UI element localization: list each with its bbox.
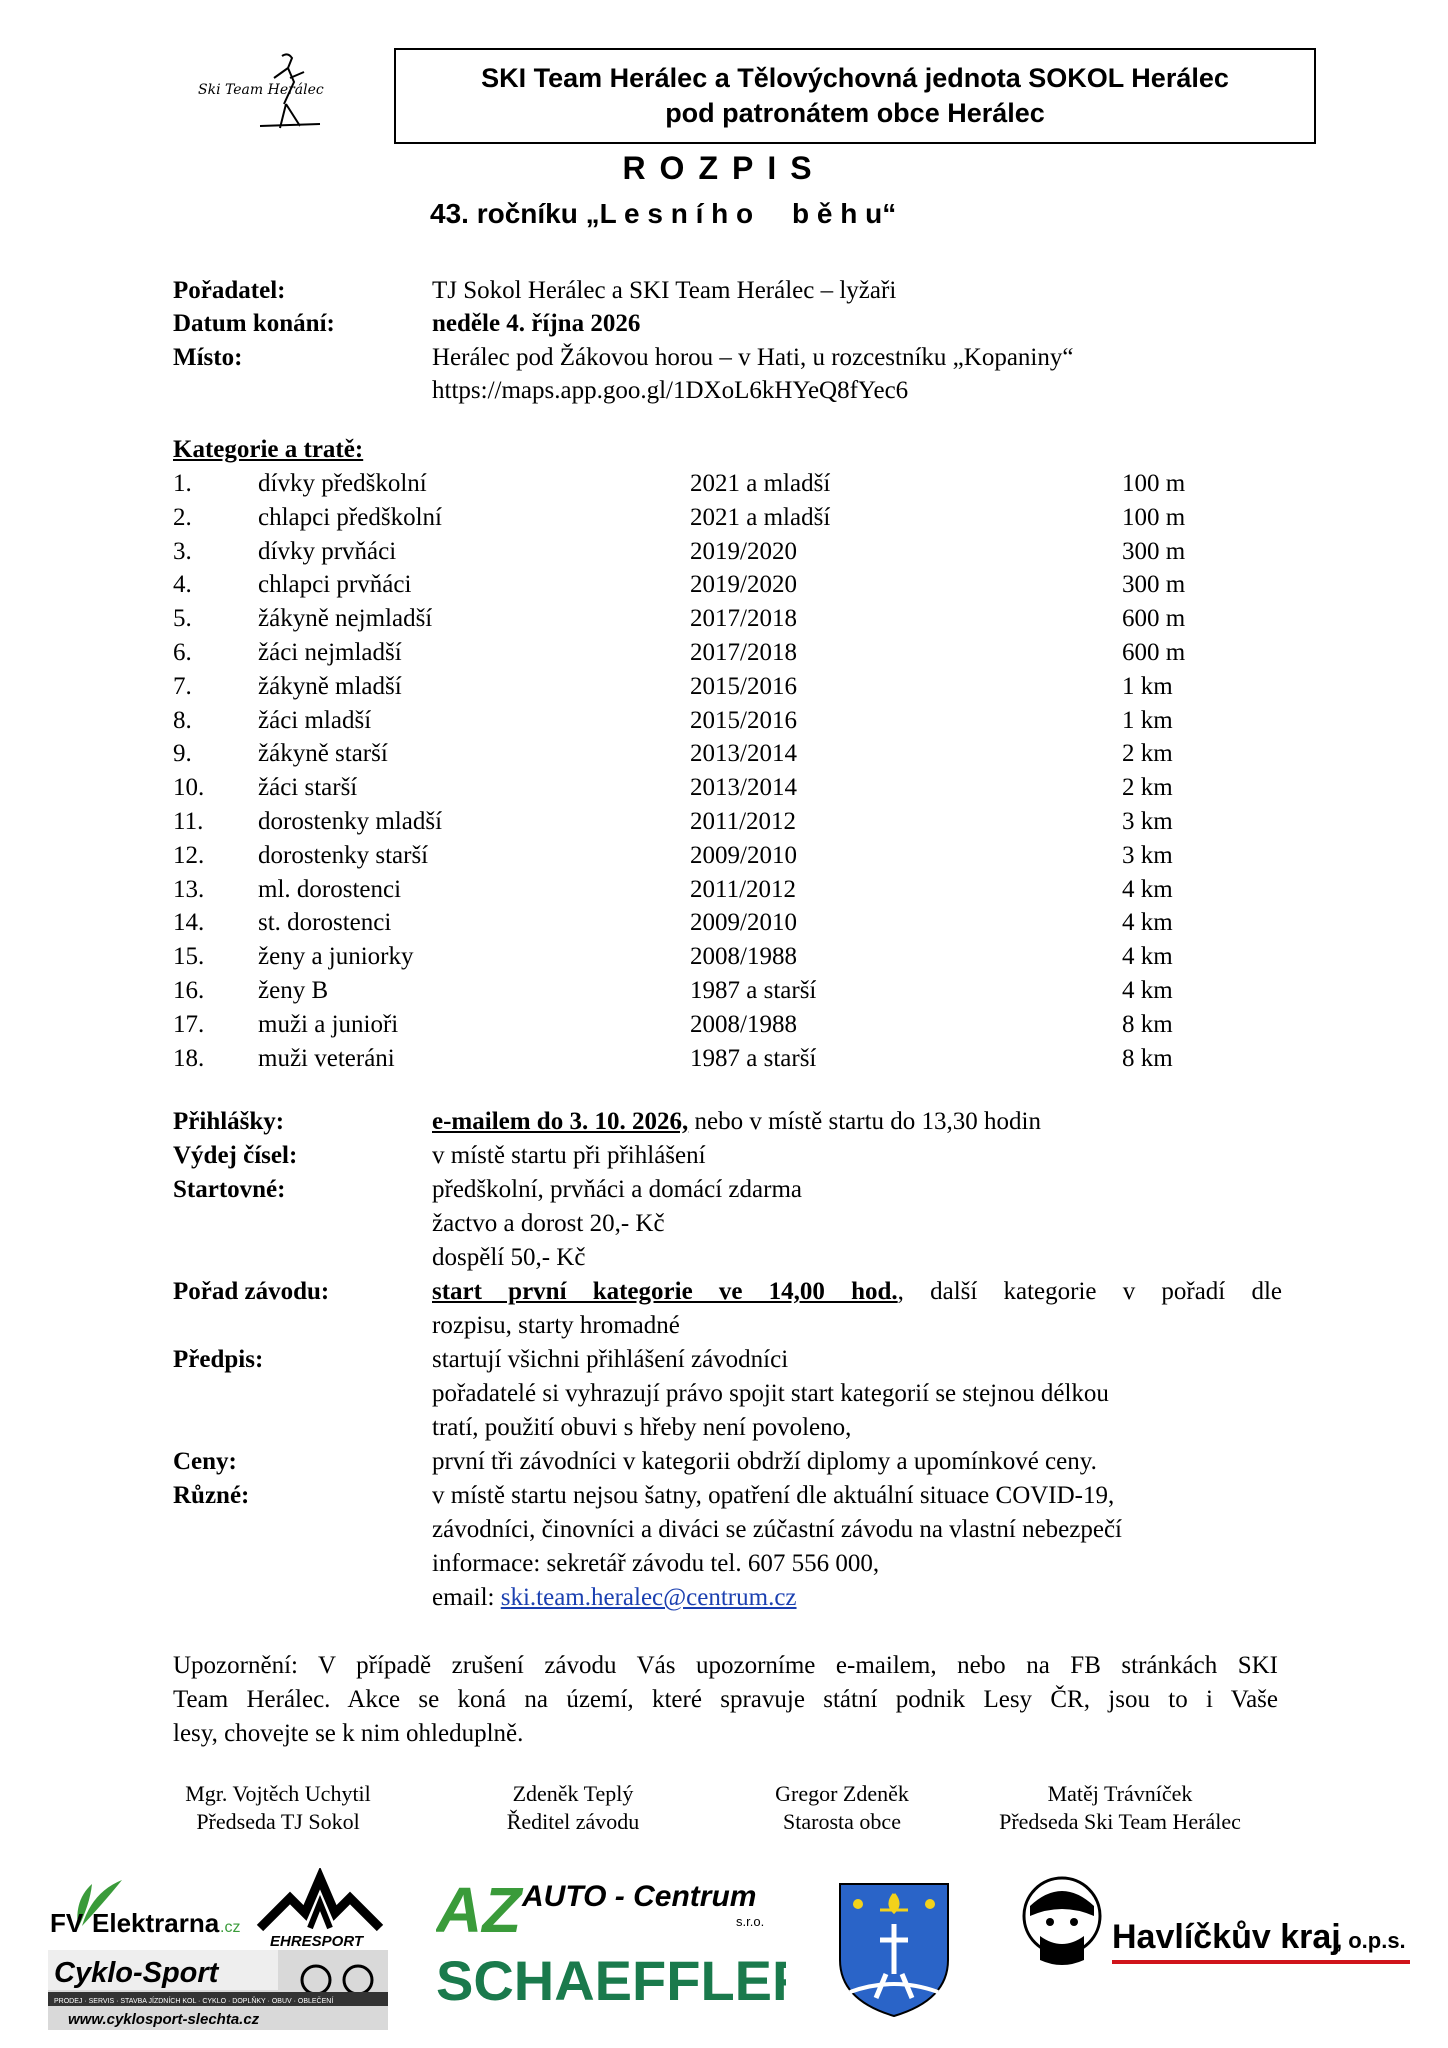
- category-number: 13.: [173, 875, 205, 903]
- category-year: 2019/2020: [690, 571, 797, 599]
- category-year: 2013/2014: [690, 740, 797, 768]
- category-year: 2015/2016: [690, 706, 797, 734]
- signature-race-director: [443, 1780, 703, 1836]
- category-row: [173, 940, 1293, 974]
- category-name: chlapci předškolní: [258, 503, 442, 531]
- category-year: 2019/2020: [690, 537, 797, 565]
- fee-label: Startovné:: [173, 1176, 286, 1203]
- signature-name: Matěj Trávníček: [1047, 1781, 1193, 1806]
- category-row: [173, 737, 1293, 771]
- category-number: 14.: [173, 909, 205, 937]
- category-name: žáci nejmladší: [258, 639, 402, 666]
- category-year: 1987 a starší: [690, 977, 817, 1004]
- category-row: [173, 771, 1293, 805]
- category-length: 300 m: [1122, 571, 1186, 599]
- misc-line-1: v místě startu nejsou šatny, opatření dle aktuální situace COVID-19,: [432, 1482, 1115, 1509]
- order-rest: , další kategorie v pořadí dle: [897, 1278, 1282, 1305]
- category-name: dorostenky starší: [258, 841, 429, 869]
- category-year: 2017/2018: [690, 605, 797, 633]
- category-number: 12.: [173, 841, 205, 869]
- category-year: 2021 a mladší: [690, 470, 831, 497]
- category-row: [173, 906, 1293, 940]
- category-length: 8 km: [1122, 1044, 1173, 1072]
- header-box: [394, 48, 1316, 144]
- signature-role: Ředitel závodu: [506, 1809, 640, 1834]
- category-year: 2013/2014: [690, 774, 797, 802]
- misc-label: Různé:: [173, 1482, 250, 1509]
- ehresport-logo: [250, 1868, 390, 1948]
- category-name: muži veteráni: [258, 1044, 395, 1072]
- category-year: 2009/2010: [690, 909, 797, 937]
- logo-text: Ski Team Herálec: [198, 82, 324, 98]
- email-prefix: email:: [432, 1584, 501, 1611]
- category-row: [173, 501, 1293, 535]
- notice-line-3: lesy, chovejte se k nim ohleduplně.: [173, 1720, 524, 1747]
- category-number: 10.: [173, 774, 205, 802]
- registration-deadline: e-mailem do 3. 10. 2026,: [432, 1108, 689, 1135]
- rules-line-2: pořadatelé si vyhrazují právo spojit start kategorií se stejnou délkou: [432, 1380, 1109, 1407]
- date-label: Datum konání:: [173, 310, 335, 337]
- ehresport-text: EHRESPORT: [270, 1933, 364, 1948]
- category-number: 15.: [173, 943, 205, 971]
- signature-role: Starosta obce: [783, 1809, 901, 1834]
- registration-rest: nebo v místě startu do 13,30 hodin: [688, 1108, 1041, 1135]
- category-name: žáci starší: [258, 774, 358, 802]
- category-length: 300 m: [1122, 537, 1186, 565]
- category-number: 5.: [173, 605, 192, 633]
- category-row: [173, 535, 1293, 569]
- prizes-value: první tři závodníci v kategorii obdrží diplomy a upomínkové ceny.: [432, 1448, 1097, 1475]
- category-number: 1.: [173, 470, 192, 497]
- category-row: [173, 568, 1293, 602]
- category-name: muži a junioři: [258, 1010, 399, 1038]
- category-length: 2 km: [1122, 774, 1173, 802]
- category-length: 100 m: [1122, 470, 1186, 497]
- category-year: 2011/2012: [690, 808, 797, 835]
- category-length: 2 km: [1122, 740, 1173, 768]
- ops-text: , o.p.s.: [1336, 1928, 1406, 1953]
- category-row: [173, 873, 1293, 907]
- auto-centrum-text: AUTO - Centrum: [522, 1880, 757, 1913]
- order-label: Pořad závodu:: [173, 1278, 330, 1305]
- rules-label: Předpis:: [173, 1346, 264, 1373]
- header-line-1: SKI Team Herálec a Tělovýchovná jednota SOKOL Herálec: [481, 63, 1229, 93]
- prizes-label: Ceny:: [173, 1448, 237, 1475]
- signature-name: Mgr. Vojtěch Uchytil: [185, 1781, 371, 1806]
- fee-line-2: žactvo a dorost 20,- Kč: [432, 1210, 665, 1237]
- cyklo-sport-text: Cyklo-Sport: [54, 1957, 219, 1989]
- place-value: Herálec pod Žákovou horou – v Hati, u rozcestníku „Kopaniny“: [432, 344, 1074, 371]
- category-row: [173, 1008, 1293, 1042]
- sro-text: s.r.o.: [736, 1914, 765, 1929]
- category-length: 600 m: [1122, 639, 1186, 666]
- category-name: žáci mladší: [258, 706, 372, 734]
- category-number: 16.: [173, 977, 205, 1004]
- contact-email-link[interactable]: ski.team.heralec@centrum.cz: [500, 1584, 797, 1611]
- category-name: dorostenky mladší: [258, 808, 443, 835]
- havlickuv-kraj-logo: [1000, 1870, 1420, 1990]
- document-subtitle: 43. ročníku „L e s n í h o b ě h u“: [430, 198, 897, 229]
- category-number: 17.: [173, 1010, 205, 1038]
- organizer-value: TJ Sokol Herálec a SKI Team Herálec – lyžaři: [432, 277, 897, 304]
- category-number: 6.: [173, 639, 192, 666]
- category-number: 9.: [173, 740, 192, 768]
- category-year: 2008/1988: [690, 943, 797, 971]
- az-auto-centrum-logo: [436, 1870, 786, 2010]
- cyklo-web-text: www.cyklosport-slechta.cz: [68, 2011, 260, 2028]
- category-name: chlapci prvňáci: [258, 571, 412, 599]
- category-year: 2015/2016: [690, 672, 797, 700]
- cyklo-sport-logo: [48, 1950, 388, 2030]
- category-name: ženy B: [258, 977, 329, 1004]
- category-length: 3 km: [1122, 841, 1173, 869]
- signature-chairman: [148, 1780, 408, 1836]
- category-length: 1 km: [1122, 672, 1173, 700]
- category-length: 600 m: [1122, 605, 1186, 633]
- signature-mayor: [712, 1780, 972, 1836]
- category-number: 18.: [173, 1044, 205, 1072]
- havlickuv-kraj-text: Havlíčkův kraj: [1112, 1918, 1341, 1956]
- numbers-value: v místě startu při přihlášení: [432, 1142, 706, 1169]
- category-row: [173, 839, 1293, 873]
- order-line-2: rozpisu, starty hromadné: [432, 1312, 680, 1339]
- organizer-label: Pořadatel:: [173, 277, 286, 304]
- category-year: 2008/1988: [690, 1010, 797, 1038]
- signature-role: Předseda Ski Team Herálec: [999, 1809, 1241, 1834]
- category-row: [173, 974, 1293, 1008]
- category-length: 4 km: [1122, 977, 1173, 1004]
- cyklo-strip-text: PRODEJ · SERVIS · STAVBA JÍZDNÍCH KOL · CYKLO · DOPLŇKY · OBUV · OBLEČENÍ: [54, 1998, 334, 2005]
- category-year: 2009/2010: [690, 841, 797, 869]
- signature-name: Zdeněk Teplý: [512, 1781, 634, 1806]
- category-length: 3 km: [1122, 808, 1173, 835]
- category-name: žákyně nejmladší: [258, 605, 433, 633]
- rules-line-1: startují všichni přihlášení závodníci: [432, 1346, 789, 1373]
- registration-value: [432, 1105, 1041, 1139]
- category-number: 2.: [173, 503, 192, 531]
- schaeffler-text: SCHAEFFLER: [436, 1949, 786, 2010]
- category-name: ženy a juniorky: [258, 943, 414, 971]
- category-row: [173, 704, 1293, 738]
- elektrarna-text: Elektrarna: [92, 1908, 220, 1938]
- category-name: ml. dorostenci: [258, 875, 402, 903]
- signature-role: Předseda TJ Sokol: [196, 1809, 360, 1834]
- category-length: 8 km: [1122, 1010, 1173, 1038]
- category-row: [173, 602, 1293, 636]
- signature-name: Gregor Zdeněk: [775, 1781, 909, 1806]
- heralec-coat-of-arms: [836, 1880, 952, 2020]
- category-name: žákyně mladší: [258, 672, 402, 700]
- category-length: 4 km: [1122, 875, 1173, 903]
- misc-line-2: závodníci, činovníci a diváci se zúčastní závodu na vlastní nebezpečí: [432, 1516, 1123, 1543]
- order-start-time: start první kategorie ve 14,00 hod.: [432, 1278, 898, 1305]
- category-year: 2011/2012: [690, 875, 797, 903]
- fee-line-1: předškolní, prvňáci a domácí zdarma: [432, 1176, 802, 1203]
- category-year: 1987 a starší: [690, 1044, 817, 1072]
- category-row: [173, 467, 1293, 501]
- category-number: 11.: [173, 808, 204, 835]
- category-name: dívky prvňáci: [258, 537, 397, 565]
- category-length: 4 km: [1122, 909, 1173, 937]
- place-label: Místo:: [173, 344, 243, 371]
- elektrarna-tld: .cz: [220, 1919, 241, 1936]
- misc-email-line: [432, 1581, 797, 1615]
- place-map-link[interactable]: https://maps.app.goo.gl/1DXoL6kHYeQ8fYec6: [432, 377, 909, 404]
- numbers-label: Výdej čísel:: [173, 1142, 298, 1169]
- category-row: [173, 1042, 1293, 1076]
- category-length: 100 m: [1122, 503, 1186, 531]
- categories-heading: Kategorie a tratě:: [173, 436, 364, 463]
- fee-line-3: dospělí 50,- Kč: [432, 1244, 586, 1271]
- category-year: 2021 a mladší: [690, 503, 831, 531]
- category-row: [173, 670, 1293, 704]
- category-number: 8.: [173, 706, 192, 734]
- registration-label: Přihlášky:: [173, 1108, 285, 1135]
- category-name: dívky předškolní: [258, 470, 427, 497]
- signature-ski-team-chairman: [970, 1780, 1270, 1836]
- category-length: 1 km: [1122, 706, 1173, 734]
- category-row: [173, 636, 1293, 670]
- notice-line-2: Team Herálec. Akce se koná na území, které spravuje státní podnik Lesy ČR, jsou to i Vaše: [173, 1686, 1278, 1713]
- header-line-2: pod patronátem obce Herálec: [665, 98, 1045, 128]
- document-title: ROZPIS: [622, 150, 826, 186]
- category-row: [173, 805, 1293, 839]
- rules-line-3: tratí, použití obuvi s hřeby není povoleno,: [432, 1414, 852, 1441]
- ski-team-logo: [190, 48, 350, 138]
- category-number: 3.: [173, 537, 192, 565]
- category-name: st. dorostenci: [258, 909, 392, 937]
- category-name: žákyně starší: [258, 740, 388, 768]
- category-number: 4.: [173, 571, 192, 599]
- order-line-1: [432, 1275, 1282, 1309]
- fv-text: FV: [50, 1908, 84, 1938]
- fv-elektrarna-logo: [48, 1868, 248, 1938]
- az-text: AZ: [436, 1874, 522, 1946]
- date-value: neděle 4. října 2026: [432, 310, 641, 337]
- category-year: 2017/2018: [690, 639, 797, 666]
- category-length: 4 km: [1122, 943, 1173, 971]
- misc-line-3: informace: sekretář závodu tel. 607 556 000,: [432, 1550, 880, 1577]
- notice-line-1: Upozornění: V případě zrušení závodu Vás upozorníme e-mailem, nebo na FB stránkách SKI: [173, 1652, 1278, 1679]
- category-number: 7.: [173, 672, 192, 700]
